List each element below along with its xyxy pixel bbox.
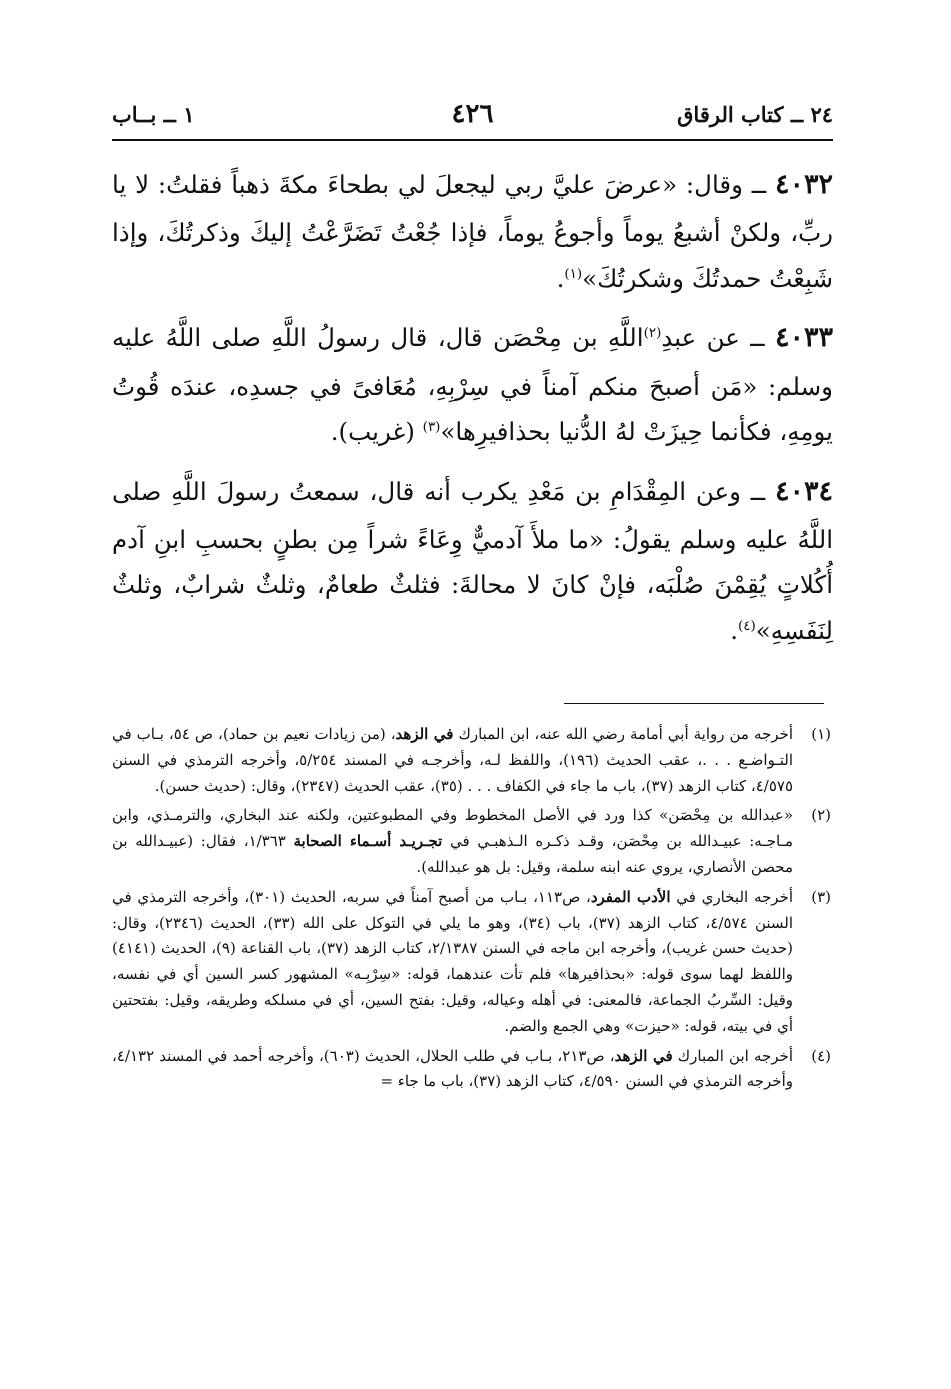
footnote-ref[interactable]: (٢) [643,325,662,342]
footnote-text-part: أخرجه من رواية أبي أمامة رضي الله عنه، ابن المبارك [453,725,793,743]
footnote-ref[interactable]: (٣) [422,418,441,435]
footnote-text-part: ، ص٢١٣، بـاب في طلب الحلال، الحديث (٦٠٣)، وأخرجه أحمد في المسند ٤/١٣٢، وأخرجه الترمذي في السنن ٤/٥٩٠، كتاب الزهد (٣٧)، باب ما جاء = [112,1046,793,1091]
footnote-text-part: «عبدالله بن مِحْصَن» كذا ورد في الأصل المخطوط وفي المطبوعتين، ولكنه عند البخاري، والترمـذي، وابن مـاجـه: عبيـدالله بن مِحْصَن، وقـد ذكـره الـذهبـي في [112,806,794,851]
footnote-ref[interactable]: (٤) [738,617,756,634]
running-header [112,92,833,136]
hadith-text: ــ عن عبدِ [661,323,775,353]
footnote-2 [112,803,831,880]
page-number: ٤٢٦ [451,99,494,129]
main-text [112,160,833,666]
footnote-text-part: ١/٣٦٣، فقال: (عبيـدالله بن محصن الأنصاري، يروي عنه ابنه سلمة، وقيل: بل هو عبدالله). [112,832,793,876]
footnote-text-part: ، (من زيادات نعيم بن حماد)، ص ٥٤، بـاب في التـواضـع . . .، عقب الحديث (١٩٦)، واللفظ لـه، وأخرجـه في المسند ٥/٢٥٤، وأخرجه الترمذي في السنن ٤/٥٧٥، كتاب الزهد (٣٧)، باب ما جاء في الكفاف . . . (٣٥)، عقب الحديث (٢٣٤٧)، وقال: (حديث حسن). [112,725,793,795]
footnote-1 [112,722,831,799]
section-title: ١ ــ بــاب [112,101,195,127]
footnote-source-title: في الزهد [614,1046,673,1065]
footnote-text [112,1044,793,1096]
footnote-number: (٣) [811,887,831,906]
hadith-number: ٤٠٣٤ [774,475,833,507]
hadith-4032 [112,160,833,301]
hadith-tail: . [730,616,738,646]
footnote-text [112,722,793,799]
chapter-title: ٢٤ ــ كتاب الرقاق [677,101,833,127]
footnote-number: (١) [811,725,831,743]
footnotes [112,722,831,1099]
footnote-3 [112,885,831,1040]
hadith-4034 [112,467,833,654]
footnote-ref[interactable]: (١) [564,265,583,282]
hadith-number: ٤٠٣٣ [774,322,833,354]
footnote-text [112,885,793,1040]
hadith-tail: . [556,263,565,293]
hadith-4033 [112,313,833,454]
footnote-number: (٢) [811,806,831,825]
hadith-tail: (غريب). [330,417,423,447]
footnote-source-title: الأدب المفرد [590,887,671,906]
footnote-text-part: ، ص١١٣، بـاب من أصبح آمناً في سربه، الحديث (٣٠١)، وأخرجه الترمذي في السنن ٤/٥٧٤، كتاب الزهد (٣٧)، باب (٣٤)، وهو ما يلي في التوكل على الله (٣٣)، الحديث (٢٣٤٦)، وقال: (حديث حسن غريب)، وأخرجه ابن ماجه في السنن ٢/١٣٨٧، كتاب الزهد (٣٧)، باب القناعة (٩)، الحديث (٤١٤١) واللفظ لهما سوى قوله: «بحذافيرها» فلم تأت عندهما، قوله: «سِرْبِـه» المشهور كسر السين أي في نفسه، وقيل: السِّربُ الجماعة، فالمعنى: في أهله وعياله، وقيل: بفتح السين، أي في مسلكه وطريقه، وقيل: بفتحتين أي في بيته، قوله: «حيزت» وهي الجمع والضم. [112,887,794,1035]
footnote-number: (٤) [811,1046,831,1065]
footnote-source-title: في الزهد [395,725,454,743]
footnote-4 [112,1044,831,1096]
hadith-text: ــ وعن المِقْدَامِ بن مَعْدِ يكرب أنه قال، سمعتُ رسولَ اللَّهِ صلى اللَّهُ عليه وسلم يقولُ: «ما ملأَ آدميٌّ وِعَاءً شراً مِن بطنٍ بحسبِ ابنِ آدم أُكُلاتٍ يُقِمْنَ صُلْبَه، فإنْ كانَ لا محالةَ: فثلثٌ طعامٌ، وثلثٌ شرابٌ، وثلثٌ لِنَفَسِهِ» [112,476,833,646]
footnote-text-part: أخرجه ابن المبارك [672,1046,793,1065]
header-rule [112,139,833,141]
footnote-text [112,803,793,880]
footnote-source-title: تجـريـد أسـماء الصحابة [293,832,443,851]
hadith-text: ــ وقال: «عرضَ عليَّ ربي ليجعلَ لي بطحاءَ مكةَ ذهباً فقلتُ: لا يا ربِّ، ولكنْ أشبعُ يوماً وأجوعُ يوماً، فإذا جُعْتُ تَضَرَّعْتُ إليكَ وذكرتُكَ، وإذا شَبِعْتُ حمدتُكَ وشكرتُكَ» [112,170,833,293]
footnote-separator [564,703,824,704]
footnote-text-part: أخرجه البخاري في [670,887,793,906]
hadith-text-continued: اللَّهِ بن مِحْصَن قال، قال رسولُ اللَّهِ صلى اللَّهُ عليه وسلم: «مَن أصبحَ منكم آمناً في سِرْبِهِ، مُعَافىً في جسدِه، عندَه قُوتُ يومِهِ، فكأنما حِيزَتْ لهُ الدُّنيا بحذافيرِها» [112,323,833,447]
hadith-number: ٤٠٣٢ [774,169,833,200]
